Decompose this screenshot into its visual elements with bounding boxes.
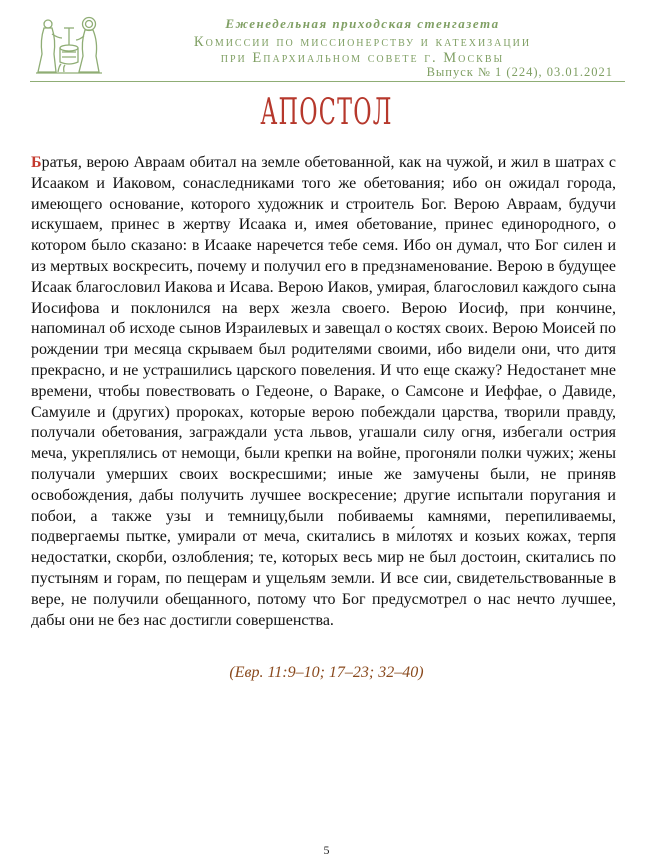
issue-info: Выпуск № 1 (224), 03.01.2021 bbox=[426, 65, 613, 79]
header-divider bbox=[30, 81, 625, 82]
reading-text bbox=[31, 153, 616, 631]
samaritan-woman-at-well-icon bbox=[34, 14, 104, 76]
drop-letter: Б bbox=[31, 154, 42, 171]
publisher-line-2: при Епархиальном совете г. Москвы bbox=[220, 50, 505, 66]
page-number: 5 bbox=[323, 843, 330, 857]
publisher-line-1: Комиссии по миссионерству и катехизации bbox=[193, 34, 532, 50]
reading-body: ратья, верою Авраам обитал на земле обетованной, как на чужой, и жил в шатрах с Исааком и Иаковом, сонаследниками того же обетования; ибо он ожидал города, имеющего основание, которого художник и строитель Бог. Верою Авраам, будучи искушаем, принес в жертву Исаака и, имея обетование, принес единородного, о котором было сказано: в Исааке наречется тебе семя. Ибо он думал, что Бог силен и из мертвых воскресить, почему и получил его в предзнаменование. Верою в будущее Исаак благословил Иакова и Исава. Верою Иаков, умирая, благословил каждого сына Иосифова и поклонился на верх жезла своего. Верою Иосиф, при кончине, напоминал об исходе сынов Израилевых и завещал о костях своих. Верою Моисей по рождении три месяца скрываем был родителями своими, ибо видели они, что дитя прекрасно, и не устрашились царского повеления. И что еще скажу? Недостанет мне времени, чтобы повествовать о Гедеоне, о Вараке, о Самсоне и Иеффае, о Давиде, Самуиле и (других) пророках, которые верою побеждали царства, творили правду, получали обетования, заграждали уста львов, угашали силу огня, избегали острия меча, укреплялись от немощи, были крепки на войне, прогоняли полки чужих; жены получали умерших своих воскресшими; иные же замучены были, не приняв освобождения, дабы получить лучшее воскресение; другие испытали поругания и побои, а также узы и темницу,были побиваемы камнями, перепиливаемы, подвергаемы пытке, умирали от меча, скитались в ми́лотях и козьих кожах, терпя недостатки, скорби, озлобления; те, которых весь мир не был достоин, скитались по пустыням и горам, по пещерам и ущельям земли. И все сии, свидетельствованные в вере, не получили обещанного, потому что Бог предусмотрел о нас нечто лучшее, дабы они не без нас достигли совершенства. bbox=[31, 154, 616, 629]
scripture-reference: (Евр. 11:9–10; 17–23; 32–40) bbox=[229, 664, 424, 681]
section-title: АПОСТОЛ bbox=[260, 92, 393, 133]
newsletter-tagline: Еженедельная приходская стенгазета bbox=[225, 16, 500, 31]
